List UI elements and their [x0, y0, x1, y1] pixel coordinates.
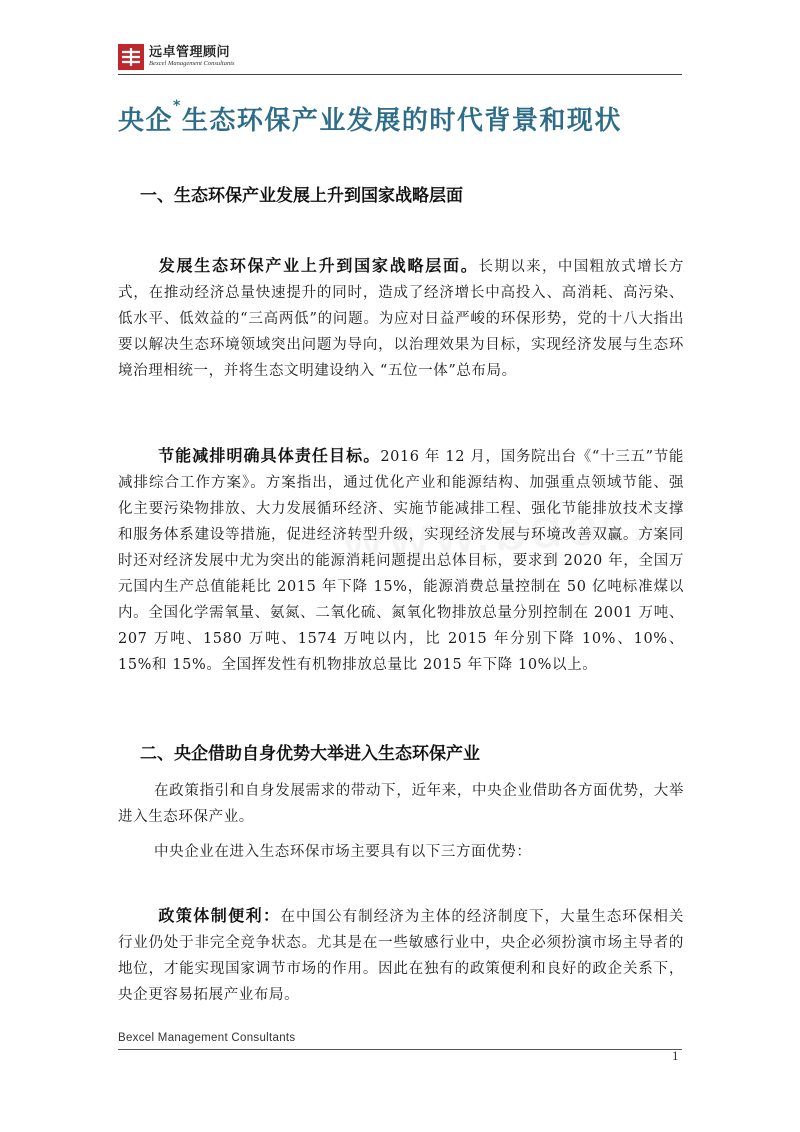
section1-paragraph-1-lead: 发展生态环保产业上升到国家战略层面。 — [158, 256, 479, 275]
section2-paragraph-3-lead: 政策体制便利： — [158, 906, 281, 925]
section2-heading: 二、央企借助自身优势大举进入生态环保产业 — [140, 744, 480, 764]
section1-heading: 一、生态环保产业发展上升到国家战略层面 — [140, 186, 463, 206]
header-divider — [118, 74, 682, 75]
logo-english-name: Bexcel Management Consultants — [149, 60, 235, 68]
section1-paragraph-1: 发展生态环保产业上升到国家战略层面。长期以来，中国粗放式增长方式，在推动经济总量快速提升的同时，造成了经济增长中高投入、高消耗、高污染、低水平、低效益的“三高两低”的问题。为应对日益严峻的环保形势，党的十八大指出要以解决生态环境领域突出问题为导向，以治理效果为目标，实现经济发展与生态环境治理相统一，并将生态文明建设纳入 “五位一体”总布局。 — [118, 256, 684, 379]
footer-divider — [118, 1049, 682, 1050]
section2-paragraph-2: 中央企业在进入生态环保市场主要具有以下三方面优势： — [154, 844, 532, 860]
header-logo — [118, 40, 235, 74]
title-asterisk: * — [173, 98, 182, 114]
footer-company: Bexcel Management Consultants — [118, 1032, 296, 1044]
page-number: 1 — [672, 1048, 679, 1063]
logo-icon — [118, 44, 144, 70]
logo-chinese-name: 远卓管理顾问 — [149, 45, 231, 61]
page-title: 央企*生态环保产业发展的时代背景和现状 — [118, 98, 622, 136]
section2-paragraph-1: 在政策指引和自身发展需求的带动下，近年来，中央企业借助各方面优势，大举进入生态环保产业。 — [118, 783, 684, 825]
section2-paragraph-3: 政策体制便利：在中国公有制经济为主体的经济制度下，大量生态环保相关行业仍处于非完全竞争状态。尤其是在一些敏感行业中，央企必须扮演市场主导者的地位，才能实现国家调节市场的作用。因此在独有的政策便利和良好的政企关系下，央企更容易拓展产业布局。 — [118, 906, 684, 1003]
section1-paragraph-2-lead: 节能减排明确具体责任目标。 — [158, 446, 381, 465]
section1-paragraph-2: 节能减排明确具体责任目标。2016 年 12 月，国务院出台《“十三五”节能减排综合工作方案》。方案指出，通过优化产业和能源结构、加强重点领域节能、强化主要污染物排放、大力发展循环经济、实施节能减排工程、强化节能排放技术支撑和服务体系建设等措施，促进经济转型升级，实现经济发展与环境改善双赢。方案同时还对经济发展中尤为突出的能源消耗问题提出总体目标，要求到 2020 年，全国万元国内生产总值能耗比 2015 年下降 15%，能源消费总量控制在 50 亿吨标准煤以内。全国化学需氧量、氨氮、二氧化硫、氮氧化物排放总量分别控制在 2001 万吨、207 万吨、1580 万吨、1574 万吨以内，比 2015 年分别下降 10%、10%、15%和 15%。全国挥发性有机物排放总量比 2015 年下降 10%以上。 — [118, 446, 684, 673]
